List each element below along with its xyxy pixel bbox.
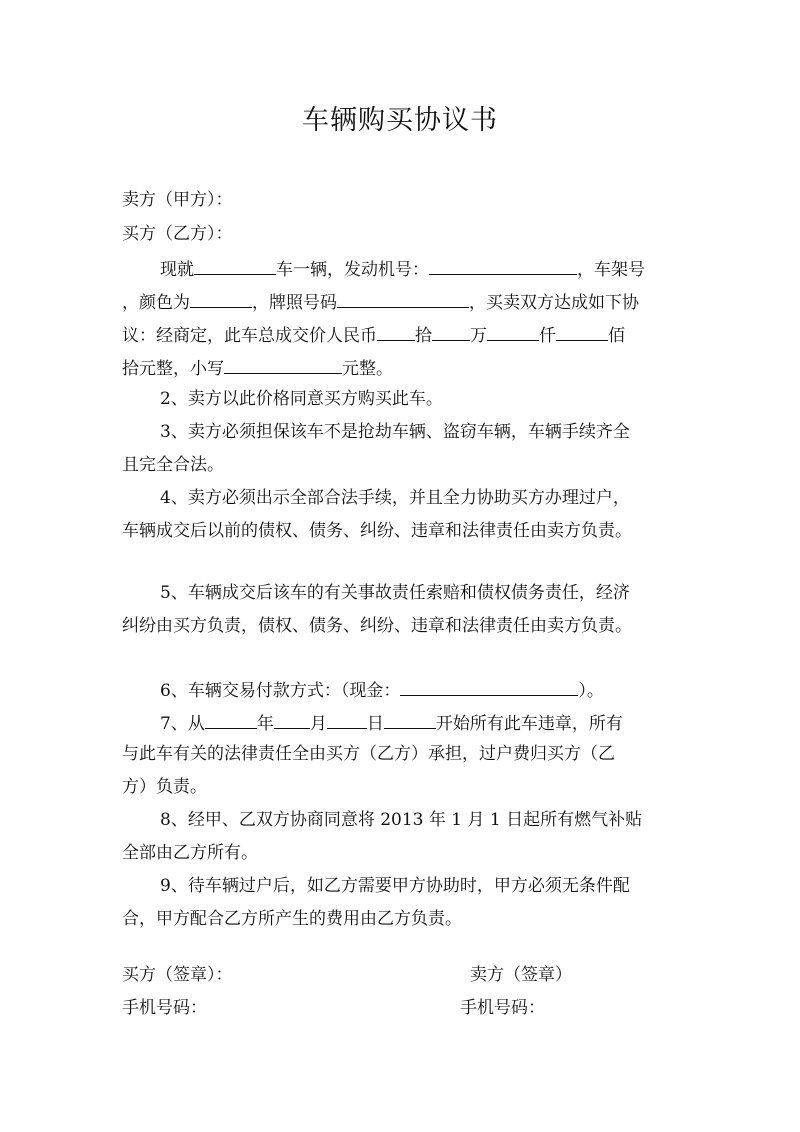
day-blank xyxy=(327,709,367,729)
clause-8-line-1: 8、经甲、乙双方协商同意将 2013 年 1 月 1 日起所有燃气补贴 xyxy=(160,810,643,830)
clause-7-line-2: 与此车有关的法律责任全由买方（乙方）承担，过户费归买方（乙 xyxy=(122,744,615,764)
clause-3-line-1: 3、卖方必须担保该车不是抢劫车辆、盗窃车辆，车辆手续齐全 xyxy=(160,422,630,442)
plate-number-blank xyxy=(337,288,469,308)
buyer-phone-label: 手机号码： xyxy=(122,998,207,1018)
seller-signature-label: 卖方（签章） xyxy=(470,965,572,985)
clause-9-line-2: 合，甲方配合乙方所产生的费用由乙方负责。 xyxy=(122,909,462,929)
clause-8-line-2: 全部由乙方所有。 xyxy=(122,843,258,863)
clause-6: 6、车辆交易付款方式：（现金： ）。 xyxy=(160,676,720,703)
p1-line-1: 现就 车一辆，发动机号： ，车架号 xyxy=(122,255,682,282)
clause-5-line-1: 5、车辆成交后该车的有关事故责任索赔和债权债务责任，经济 xyxy=(160,583,630,603)
date-extra-blank xyxy=(384,709,436,729)
amount-blank-1 xyxy=(377,321,415,341)
amount-blank-3 xyxy=(487,321,539,341)
clause-9-line-1: 9、待车辆过户后，如乙方需要甲方协助时，甲方必须无条件配 xyxy=(160,876,630,896)
seller-phone-label: 手机号码： xyxy=(460,998,545,1018)
clause-4-line-2: 车辆成交后以前的债权、债务、纠纷、违章和法律责任由卖方负责。 xyxy=(122,521,632,541)
year-blank xyxy=(205,709,257,729)
amount-blank-4 xyxy=(556,321,608,341)
clause-5-line-2: 纠纷由买方负责，债权、债务、纠纷、违章和法律责任由卖方负责。 xyxy=(122,616,632,636)
document-title: 车辆购买协议书 xyxy=(302,105,498,136)
clause-2: 2、卖方以此价格同意买方购买此车。 xyxy=(160,389,443,409)
buyer-signature-label: 买方（签章）： xyxy=(122,965,233,985)
month-blank xyxy=(274,709,310,729)
seller-party-label: 卖方（甲方）： xyxy=(122,190,233,210)
clause-4-line-1: 4、卖方必须出示全部合法手续，并且全力协助买方办理过户， xyxy=(160,488,630,508)
p1-line-2: ，颜色为 ，牌照号码 ，买卖双方达成如下协 xyxy=(122,288,682,315)
vehicle-blank xyxy=(194,255,276,275)
color-blank xyxy=(190,288,252,308)
clause-7-line-3: 方）负责。 xyxy=(122,777,207,797)
buyer-party-label: 买方（乙方）： xyxy=(122,224,233,244)
amount-blank-2 xyxy=(432,321,470,341)
p1-line-4: 拾元整，小写 元整。 xyxy=(122,354,682,381)
cash-blank xyxy=(400,676,578,696)
amount-lowercase-blank xyxy=(224,354,342,374)
clause-7-line-1: 7、从 年 月 日 开始所有此车违章，所有 xyxy=(160,709,720,736)
engine-number-blank xyxy=(429,255,577,275)
p1-line-3: 议：经商定，此车总成交价人民币 拾 万 仟 佰 xyxy=(122,321,682,348)
clause-3-line-2: 且完全合法。 xyxy=(122,455,224,475)
